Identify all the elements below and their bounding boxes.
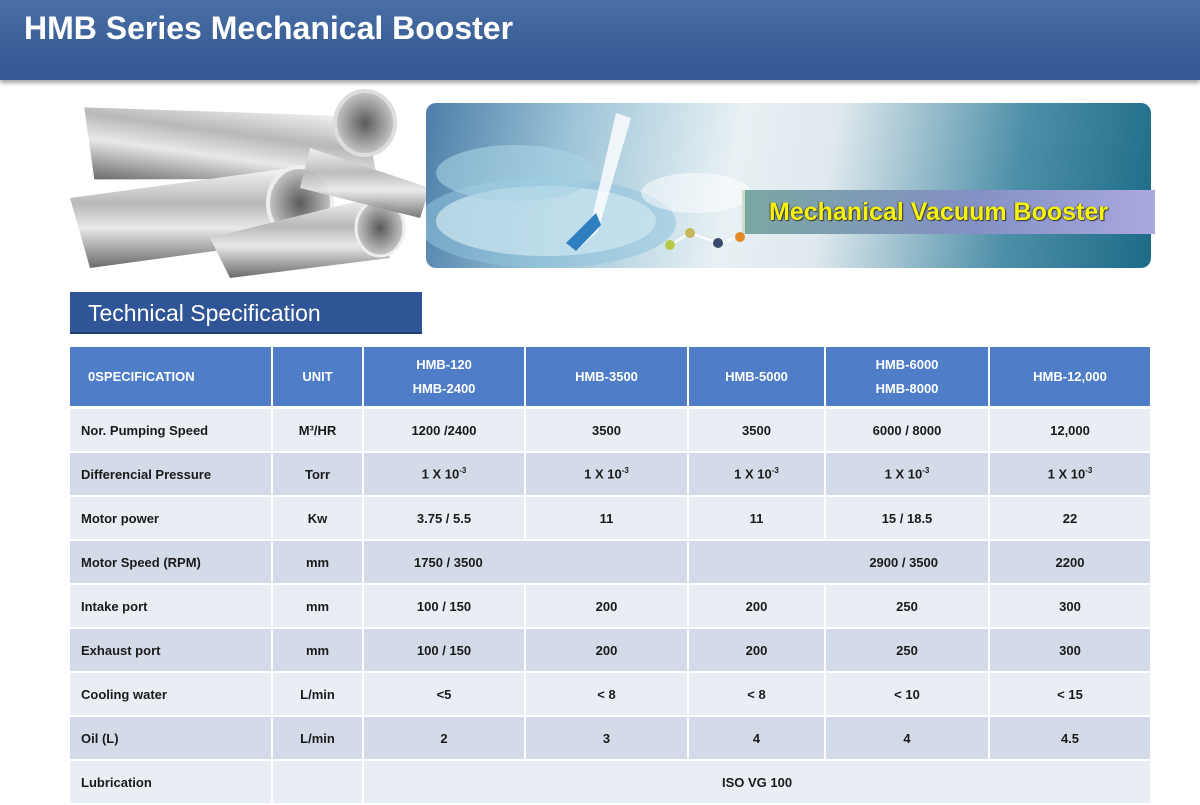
table-row (70, 540, 1151, 584)
banner-text: Mechanical Vacuum Booster (769, 198, 1109, 226)
row-unit (272, 760, 363, 804)
table-cell: 3500 (688, 408, 825, 453)
table-cell: 3 (525, 716, 688, 760)
table-cell: 200 (688, 628, 825, 672)
table-cell: < 8 (525, 672, 688, 716)
table-cell: 300 (989, 584, 1151, 628)
table-cell: 300 (989, 628, 1151, 672)
exponent: -3 (621, 466, 629, 476)
cell-value: 1 X 10 (584, 466, 622, 482)
table-cell (525, 452, 688, 496)
row-label: Nor. Pumping Speed (70, 408, 272, 453)
section-title-text: Technical Specification (88, 300, 321, 326)
exponent: -3 (459, 466, 467, 476)
table-header-row (70, 347, 1151, 408)
table-row (70, 584, 1151, 628)
exponent: -3 (1085, 466, 1093, 476)
exponent: -3 (771, 466, 779, 476)
table-cell: 15 / 18.5 (825, 496, 989, 540)
table-row (70, 408, 1151, 453)
table-cell: 1750 / 3500 (363, 540, 688, 584)
col-header-hmb-3500: HMB-3500 (525, 347, 688, 408)
table-row (70, 716, 1151, 760)
table-cell: < 10 (825, 672, 989, 716)
table-row (70, 628, 1151, 672)
col-header-hmb-12000: HMB-12,000 (989, 347, 1151, 408)
row-label: Differencial Pressure (70, 452, 272, 496)
page-title: HMB Series Mechanical Booster (24, 10, 514, 46)
table-cell: <5 (363, 672, 525, 716)
col-header-text: HMB-120 (416, 356, 472, 372)
table-cell (825, 452, 989, 496)
table-cell: 2900 / 3500 (688, 540, 989, 584)
table-row (70, 452, 1151, 496)
row-unit: mm (272, 628, 363, 672)
table-cell: 4 (825, 716, 989, 760)
table-cell: 3.75 / 5.5 (363, 496, 525, 540)
table-cell: 3500 (525, 408, 688, 453)
col-header-text: HMB-6000 (875, 356, 939, 372)
row-unit: mm (272, 540, 363, 584)
banner-image (426, 103, 1151, 268)
banner-label (742, 190, 1155, 234)
col-header-unit: UNIT (272, 347, 363, 408)
table-cell (363, 452, 525, 496)
table-cell: 100 / 150 (363, 584, 525, 628)
col-header-spec: 0SPECIFICATION (70, 347, 272, 408)
col-header-hmb-5000: HMB-5000 (688, 347, 825, 408)
table-cell: 200 (688, 584, 825, 628)
table-cell: ISO VG 100 (363, 760, 1151, 804)
col-header-text: HMB-8000 (875, 380, 939, 396)
row-label: Oil (L) (70, 716, 272, 760)
table-cell: 1200 /2400 (363, 408, 525, 453)
table-cell: 100 / 150 (363, 628, 525, 672)
row-unit: Kw (272, 496, 363, 540)
table-cell: < 8 (688, 672, 825, 716)
table-cell: 12,000 (989, 408, 1151, 453)
row-label: Exhaust port (70, 628, 272, 672)
row-unit: Torr (272, 452, 363, 496)
table-cell: < 15 (989, 672, 1151, 716)
cell-value: 1 X 10 (1047, 466, 1086, 482)
col-header-hmb-120 (363, 347, 525, 408)
table-cell: 250 (825, 628, 989, 672)
table-cell: 11 (525, 496, 688, 540)
page-header (0, 0, 1200, 80)
table-cell: 6000 / 8000 (825, 408, 989, 453)
row-unit: M³/HR (272, 408, 363, 453)
molecule-dots (660, 225, 750, 255)
table-cell (688, 452, 825, 496)
table-cell: 200 (525, 584, 688, 628)
table-row (70, 496, 1151, 540)
table-cell: 4 (688, 716, 825, 760)
table-cell: 22 (989, 496, 1151, 540)
col-header-hmb-6000 (825, 347, 989, 408)
table-row (70, 672, 1151, 716)
table-cell: 11 (688, 496, 825, 540)
cell-value: 1 X 10 (884, 466, 923, 482)
row-label: Motor power (70, 496, 272, 540)
table-cell: 200 (525, 628, 688, 672)
pipes-image (60, 88, 430, 278)
table-cell: 2 (363, 716, 525, 760)
row-label: Lubrication (70, 760, 272, 804)
cell-value: 1 X 10 (421, 466, 460, 482)
exponent: -3 (922, 466, 930, 476)
row-label: Intake port (70, 584, 272, 628)
row-unit: mm (272, 584, 363, 628)
row-unit: L/min (272, 672, 363, 716)
row-label: Cooling water (70, 672, 272, 716)
table-row (70, 760, 1151, 804)
lab-illustration (426, 103, 1151, 268)
table-cell: 2200 (989, 540, 1151, 584)
col-header-text: HMB-2400 (412, 380, 476, 396)
table-cell: 4.5 (989, 716, 1151, 760)
table-cell (989, 452, 1151, 496)
spec-table (70, 347, 1152, 805)
table-cell: 250 (825, 584, 989, 628)
section-title (70, 292, 422, 334)
row-label: Motor Speed (RPM) (70, 540, 272, 584)
cell-value: 1 X 10 (734, 466, 772, 482)
row-unit: L/min (272, 716, 363, 760)
